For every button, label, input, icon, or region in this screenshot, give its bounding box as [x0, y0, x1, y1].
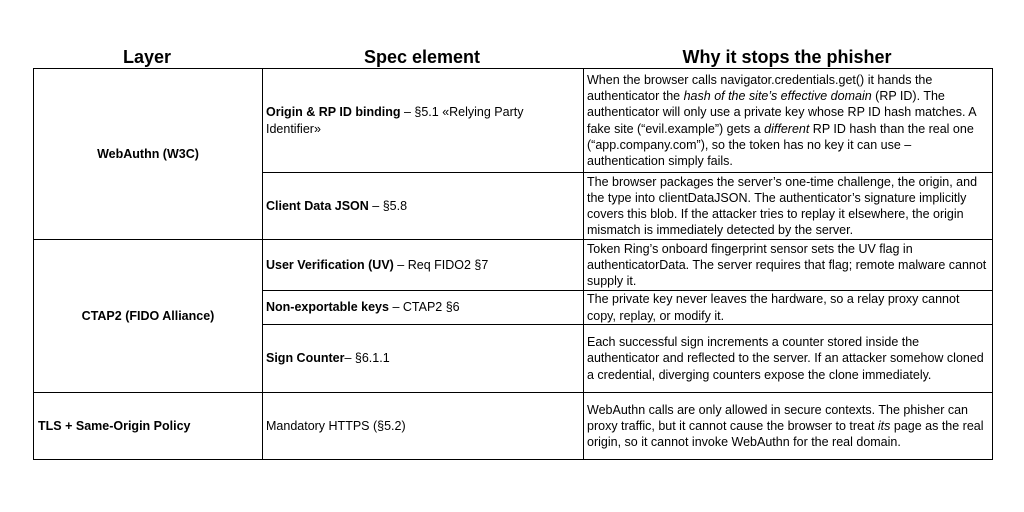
header-spec-element: Spec element: [363, 47, 481, 67]
header-why: Why it stops the phisher: [682, 47, 892, 67]
spec-name: User Verification (UV): [266, 257, 394, 272]
why-cell: Token Ring’s onboard fingerprint sensor sets the UV flag in authenticatorData. The server requires that flag; remote malware cannot supply it.: [584, 240, 993, 291]
spec-table: [33, 68, 993, 460]
why-emphasis: its: [877, 418, 891, 433]
why-text: page as the real origin, so it cannot invoke WebAuthn for the real domain.: [587, 418, 984, 450]
spec-ref: – §5.1 «Relying Party Identifier»: [266, 105, 524, 136]
why-text: When the browser calls navigator.credentials.get() it hands the authenticator the: [587, 72, 933, 104]
spec-cell: [263, 69, 584, 173]
why-cell: The private key never leaves the hardware, so a relay proxy cannot copy, replay, or modify it.: [584, 291, 993, 325]
spec-cell: [263, 240, 584, 291]
spec-name: Non-exportable keys: [266, 300, 389, 315]
table-row: [34, 240, 993, 291]
spec-cell: [263, 291, 584, 325]
table-header: [33, 45, 991, 69]
spec-cell: Mandatory HTTPS (§5.2): [263, 393, 584, 460]
header-layer: Layer: [122, 47, 172, 67]
why-emphasis: different: [764, 121, 810, 136]
why-cell: Each successful sign increments a counter stored inside the authenticator and reflected to the server. If an attacker somehow cloned a credential, diverging counters expose the clone immediately.: [584, 325, 993, 393]
why-cell: [584, 393, 993, 460]
spec-name: Client Data JSON: [266, 198, 369, 213]
layer-tls: TLS + Same-Origin Policy: [34, 393, 263, 460]
why-text: RP ID hash than the real one (“app.company.com”), so the token has no key it can use – authentication simply fails.: [587, 121, 974, 168]
table-row: [34, 393, 993, 460]
spec-name: Origin & RP ID binding: [266, 105, 401, 120]
spec-ref: – §6.1.1: [344, 351, 390, 366]
why-emphasis: hash of the site’s effective domain: [683, 89, 872, 104]
spec-ref: – Req FIDO2 §7: [393, 257, 489, 272]
spec-ref: – §5.8: [368, 198, 408, 213]
why-cell: [584, 69, 993, 173]
spec-cell: [263, 173, 584, 240]
layer-ctap2: CTAP2 (FIDO Alliance): [34, 240, 263, 393]
spec-ref: – CTAP2 §6: [388, 300, 460, 315]
why-text: (RP ID). The authenticator will only use a private key whose RP ID hash matches. A fake site (“evil.example”) gets a: [587, 89, 976, 136]
layer-webauthn: WebAuthn (W3C): [34, 69, 263, 240]
spec-cell: [263, 325, 584, 393]
spec-name: Sign Counter: [266, 351, 345, 366]
why-text: WebAuthn calls are only allowed in secure contexts. The phisher can proxy traffic, but it cannot cause the browser to treat: [587, 402, 968, 433]
why-cell: The browser packages the server’s one-time challenge, the origin, and the type into clientDataJSON. The authenticator’s signature implicitly covers this blob. If the attacker tries to replay it elsewhere, the origin mismatch is immediately detected by the server.: [584, 173, 993, 240]
table-row: [34, 69, 993, 173]
